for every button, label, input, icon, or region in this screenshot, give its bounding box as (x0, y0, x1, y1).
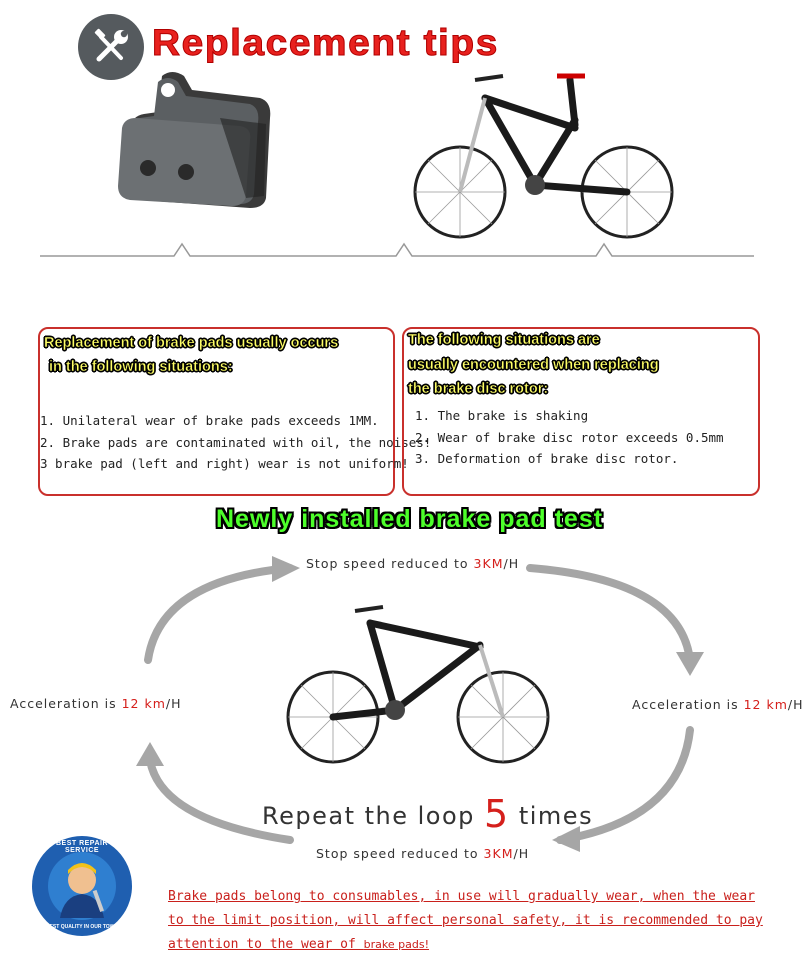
brake-rotor-situations-box (402, 327, 760, 496)
mountain-bike-image (405, 70, 685, 240)
acceleration-right-label: Acceleration is 12 km/H (632, 697, 804, 712)
box-heading: in the following situations: (49, 359, 233, 375)
warning-line: attention to the wear of brake pads! (168, 937, 430, 952)
badge-text-bottom: BEST QUALITY IN OUR TOWN (45, 924, 119, 930)
box-heading: Replacement of brake pads usually occurs (44, 335, 339, 351)
list-item: 3. Deformation of brake disc rotor. (415, 451, 679, 466)
divider-line (40, 236, 760, 260)
test-title: Newly installed brake pad test (216, 505, 604, 533)
stop-speed-bottom-label: Stop speed reduced to 3KM/H (316, 846, 530, 861)
box-heading: The following situations are (408, 332, 600, 348)
box-heading: usually encountered when replacing (408, 357, 659, 373)
mountain-bike-center-image (285, 605, 555, 775)
acceleration-left-label: Acceleration is 12 km/H (10, 696, 182, 711)
page-title: Replacement tips (152, 22, 499, 63)
list-item: 1. The brake is shaking (415, 408, 589, 423)
list-item: 2. Brake pads are contaminated with oil, the noises! (40, 435, 432, 450)
warning-line: Brake pads belong to consumables, in use will gradually wear, when the wear (168, 889, 755, 904)
brake-pad-situations-box (38, 327, 432, 496)
list-item: 2. Wear of brake disc rotor exceeds 0.5mm (415, 430, 724, 445)
brake-pad-image (100, 68, 280, 218)
list-item: 1. Unilateral wear of brake pads exceeds 1MM. (40, 413, 379, 428)
repeat-loop-label: Repeat the loop 5 times (262, 792, 594, 836)
list-item: 3 brake pad (left and right) wear is not uniform! (40, 456, 409, 471)
badge-text-top: BEST REPAIR SERVICE (55, 840, 109, 854)
repair-service-badge (30, 834, 134, 938)
warning-line: to the limit position, will affect personal safety, it is recommended to pay (168, 913, 763, 928)
box-heading: the brake disc rotor: (408, 381, 549, 397)
stop-speed-top-label: Stop speed reduced to 3KM/H (306, 556, 520, 571)
